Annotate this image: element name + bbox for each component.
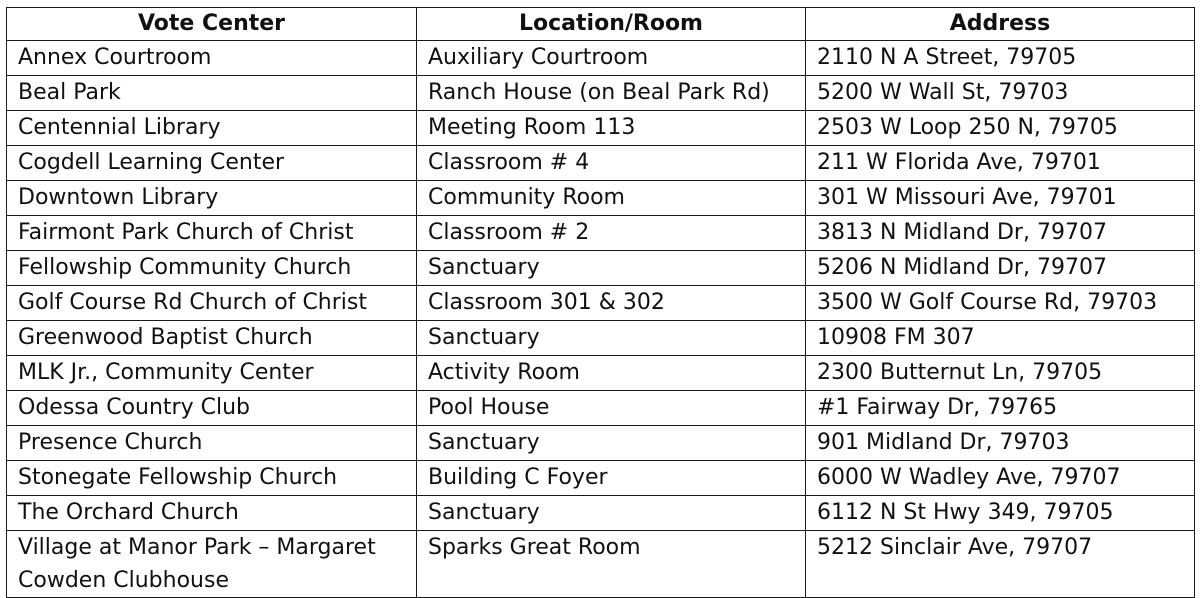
address-cell: 10908 FM 307 bbox=[806, 321, 1195, 356]
address-cell: 5206 N Midland Dr, 79707 bbox=[806, 251, 1195, 286]
vote-center-cell: Stonegate Fellowship Church bbox=[7, 461, 417, 496]
table-row bbox=[7, 286, 1195, 321]
vote-center-cell: Fellowship Community Church bbox=[7, 251, 417, 286]
location-room-cell: Building C Foyer bbox=[417, 461, 806, 496]
table-row bbox=[7, 461, 1195, 496]
location-room-cell: Meeting Room 113 bbox=[417, 111, 806, 146]
location-room-cell: Ranch House (on Beal Park Rd) bbox=[417, 76, 806, 111]
table-row bbox=[7, 111, 1195, 146]
address-cell: 301 W Missouri Ave, 79701 bbox=[806, 181, 1195, 216]
location-room-cell: Classroom # 2 bbox=[417, 216, 806, 251]
table-row bbox=[7, 391, 1195, 426]
vote-center-cell: Village at Manor Park – Margaret Cowden Clubhouse bbox=[7, 531, 417, 598]
table-row bbox=[7, 146, 1195, 181]
table-header-row bbox=[7, 8, 1195, 41]
vote-center-cell: The Orchard Church bbox=[7, 496, 417, 531]
vote-center-cell: Odessa Country Club bbox=[7, 391, 417, 426]
location-room-cell: Sanctuary bbox=[417, 321, 806, 356]
address-cell: 901 Midland Dr, 79703 bbox=[806, 426, 1195, 461]
vote-center-cell: Downtown Library bbox=[7, 181, 417, 216]
address-cell: 5212 Sinclair Ave, 79707 bbox=[806, 531, 1195, 598]
table-row bbox=[7, 531, 1195, 598]
table-row bbox=[7, 426, 1195, 461]
address-cell: 2110 N A Street, 79705 bbox=[806, 41, 1195, 76]
table-row bbox=[7, 216, 1195, 251]
vote-center-table bbox=[6, 7, 1195, 598]
header-location-room: Location/Room bbox=[417, 8, 806, 41]
location-room-cell: Activity Room bbox=[417, 356, 806, 391]
vote-center-cell: Fairmont Park Church of Christ bbox=[7, 216, 417, 251]
table-row bbox=[7, 41, 1195, 76]
vote-center-cell: Greenwood Baptist Church bbox=[7, 321, 417, 356]
location-room-cell: Community Room bbox=[417, 181, 806, 216]
address-cell: 3813 N Midland Dr, 79707 bbox=[806, 216, 1195, 251]
table-row bbox=[7, 181, 1195, 216]
vote-center-cell: Cogdell Learning Center bbox=[7, 146, 417, 181]
table-row bbox=[7, 251, 1195, 286]
vote-center-cell: MLK Jr., Community Center bbox=[7, 356, 417, 391]
location-room-cell: Classroom 301 & 302 bbox=[417, 286, 806, 321]
vote-center-cell: Annex Courtroom bbox=[7, 41, 417, 76]
address-cell: 6112 N St Hwy 349, 79705 bbox=[806, 496, 1195, 531]
address-cell: #1 Fairway Dr, 79765 bbox=[806, 391, 1195, 426]
address-cell: 211 W Florida Ave, 79701 bbox=[806, 146, 1195, 181]
address-cell: 3500 W Golf Course Rd, 79703 bbox=[806, 286, 1195, 321]
location-room-cell: Sanctuary bbox=[417, 251, 806, 286]
location-room-cell: Pool House bbox=[417, 391, 806, 426]
address-cell: 2503 W Loop 250 N, 79705 bbox=[806, 111, 1195, 146]
address-cell: 2300 Butternut Ln, 79705 bbox=[806, 356, 1195, 391]
table-row bbox=[7, 76, 1195, 111]
location-room-cell: Sparks Great Room bbox=[417, 531, 806, 598]
table-row bbox=[7, 321, 1195, 356]
location-room-cell: Auxiliary Courtroom bbox=[417, 41, 806, 76]
header-address: Address bbox=[806, 8, 1195, 41]
table-row bbox=[7, 356, 1195, 391]
location-room-cell: Sanctuary bbox=[417, 426, 806, 461]
vote-center-cell: Centennial Library bbox=[7, 111, 417, 146]
address-cell: 5200 W Wall St, 79703 bbox=[806, 76, 1195, 111]
header-vote-center: Vote Center bbox=[7, 8, 417, 41]
vote-center-cell: Golf Course Rd Church of Christ bbox=[7, 286, 417, 321]
location-room-cell: Sanctuary bbox=[417, 496, 806, 531]
vote-center-cell: Presence Church bbox=[7, 426, 417, 461]
vote-center-cell: Beal Park bbox=[7, 76, 417, 111]
table-row bbox=[7, 496, 1195, 531]
location-room-cell: Classroom # 4 bbox=[417, 146, 806, 181]
address-cell: 6000 W Wadley Ave, 79707 bbox=[806, 461, 1195, 496]
